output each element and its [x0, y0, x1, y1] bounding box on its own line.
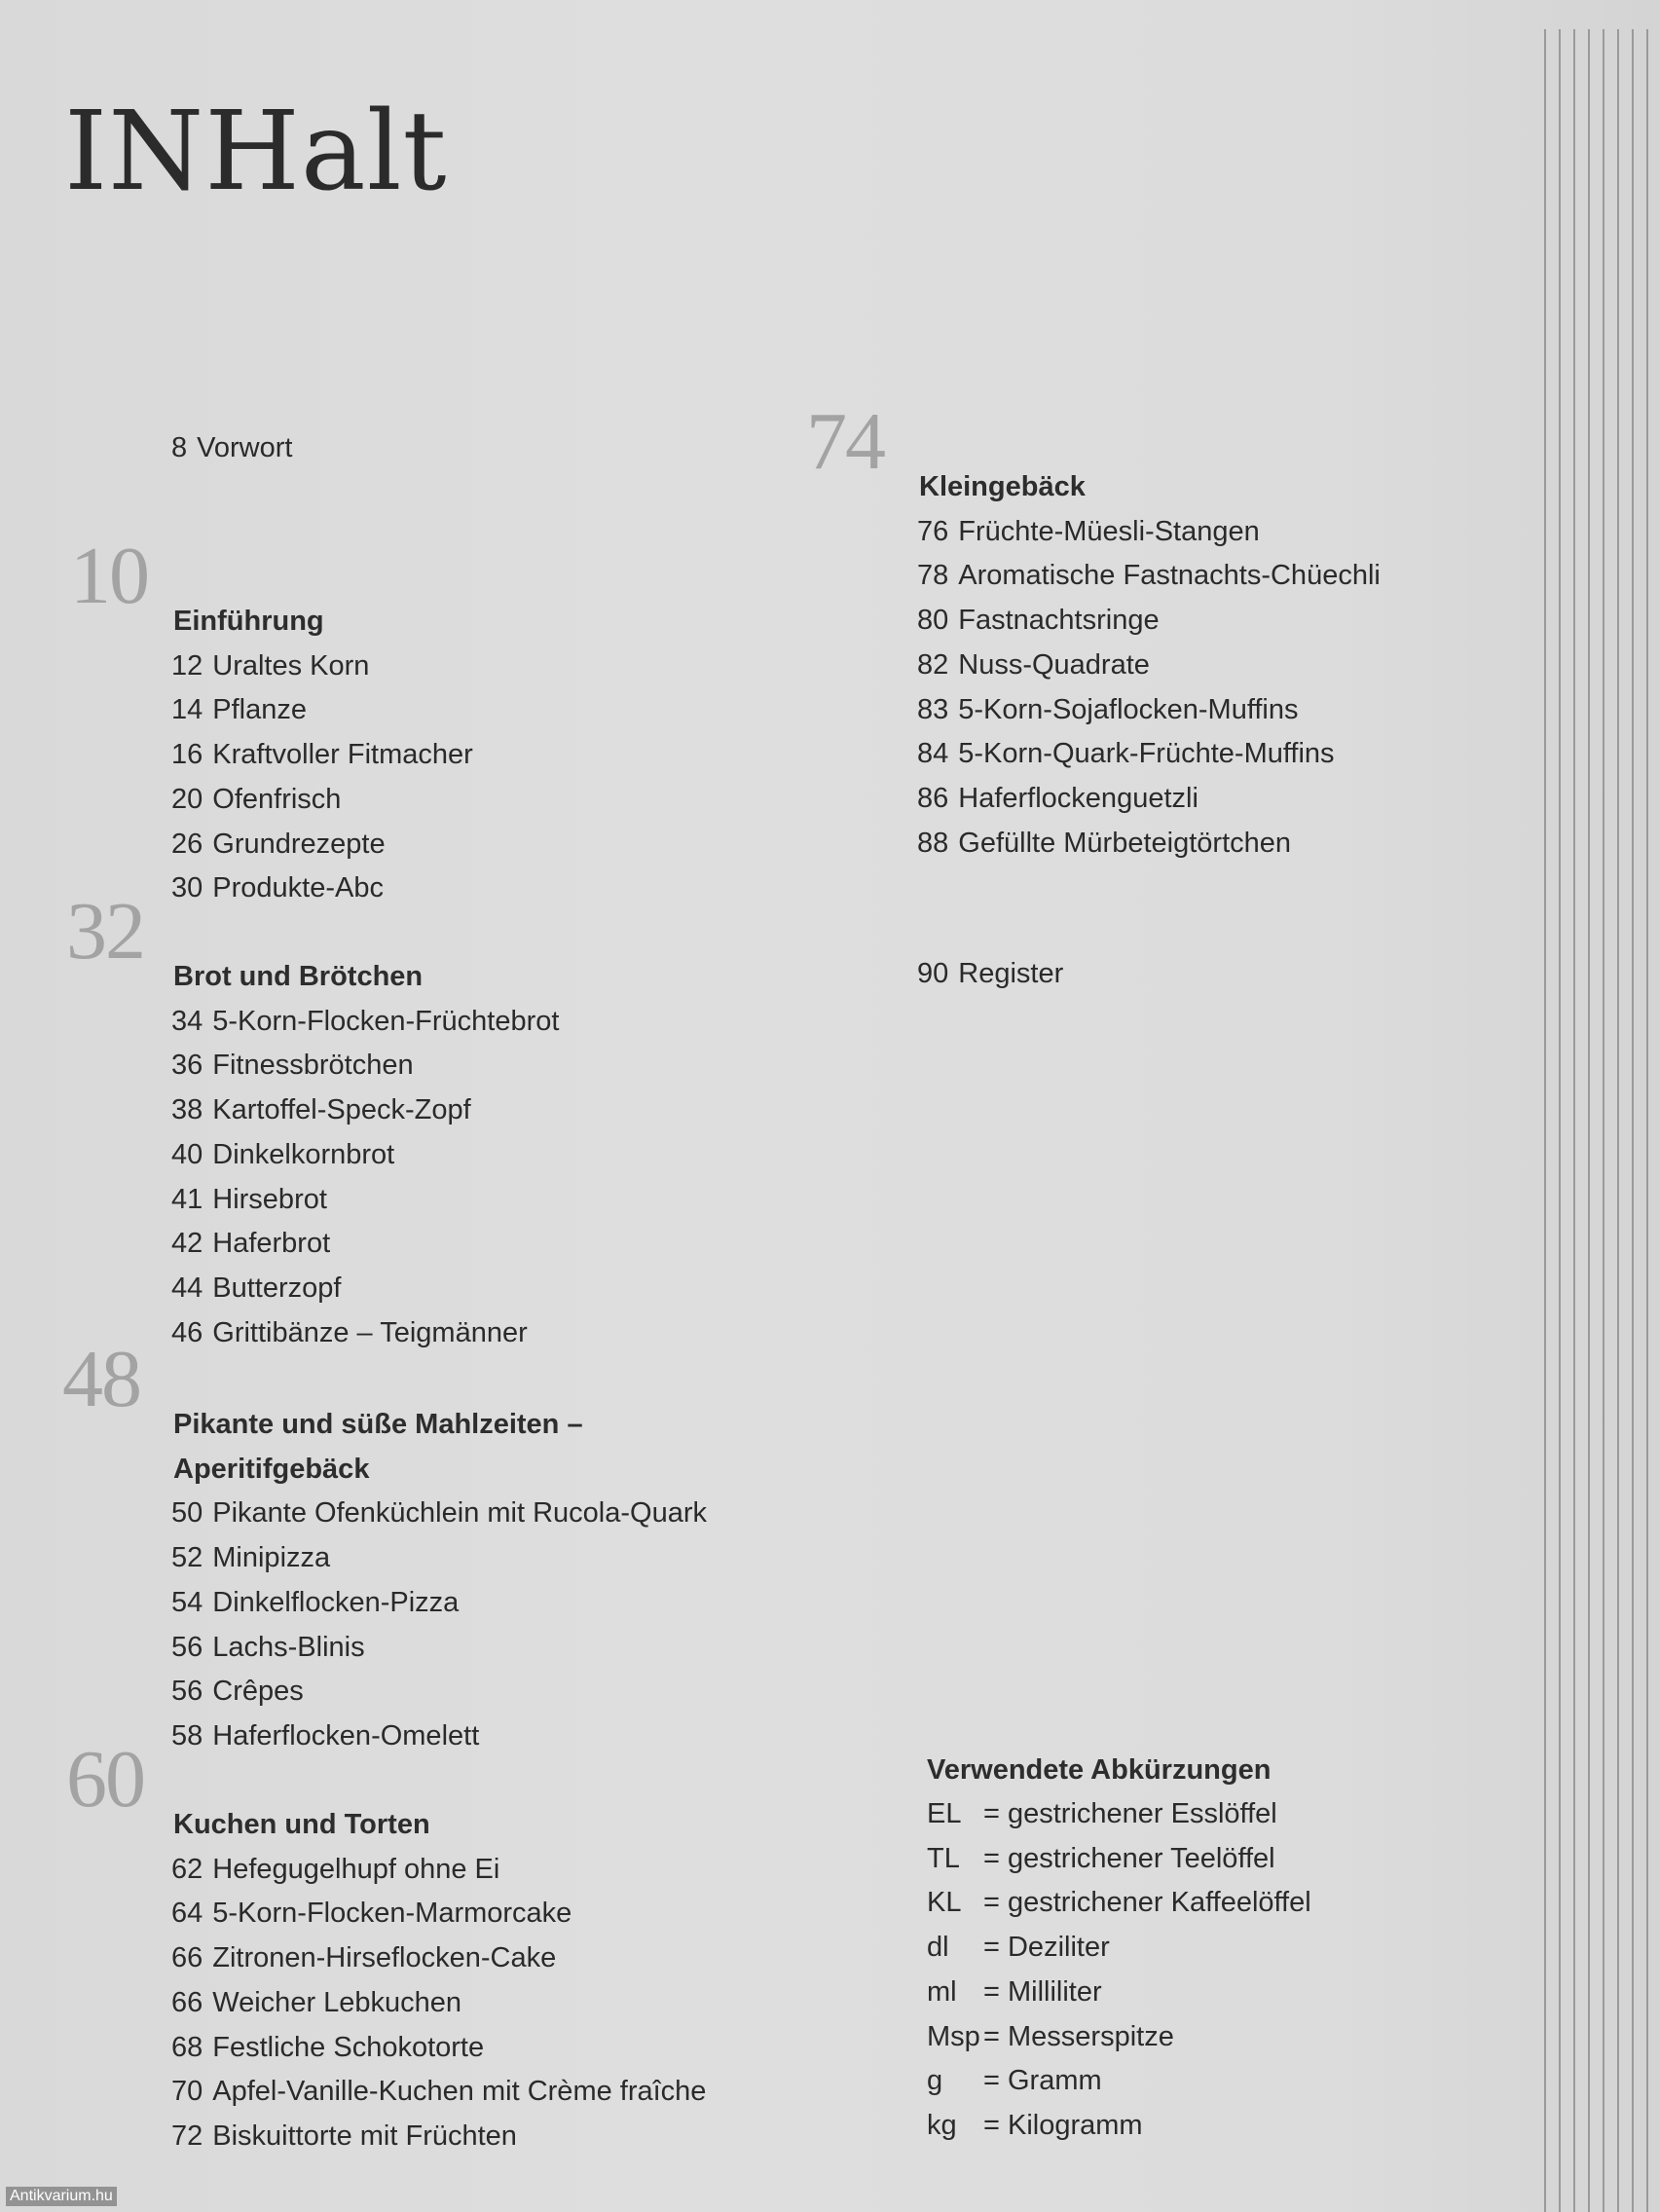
- abbreviation-row: [927, 1932, 1110, 1964]
- toc-page-number: 72: [171, 2120, 203, 2152]
- toc-entry[interactable]: [171, 1000, 559, 1045]
- toc-entry-label: Pikante Ofenküchlein mit Rucola-Quark: [212, 1497, 707, 1530]
- toc-page-number: 58: [171, 1719, 203, 1751]
- toc-page-number: 78: [917, 560, 949, 592]
- toc-page-number: 82: [917, 648, 949, 681]
- toc-entry[interactable]: [171, 1267, 341, 1311]
- toc-entry[interactable]: [171, 688, 307, 733]
- toc-entry[interactable]: [171, 778, 341, 823]
- toc-entry[interactable]: [917, 732, 1335, 777]
- toc-entry[interactable]: [917, 510, 1260, 555]
- toc-entry-label: Dinkelkornbrot: [212, 1138, 395, 1170]
- abbreviation-key: dl: [927, 1932, 949, 1964]
- toc-entry-label: 5-Korn-Flocken-Marmorcake: [212, 1898, 572, 1930]
- toc-entry[interactable]: [917, 822, 1291, 866]
- toc-entry[interactable]: [171, 733, 473, 778]
- toc-entry[interactable]: [171, 1311, 528, 1356]
- abbreviation-row: [927, 1976, 1102, 2009]
- toc-entry[interactable]: [171, 1492, 707, 1536]
- toc-entry[interactable]: [171, 866, 384, 911]
- toc-entry[interactable]: [171, 1133, 394, 1178]
- toc-page-number: 41: [171, 1183, 203, 1215]
- abbreviation-meaning: = Messerspitze: [983, 2020, 1174, 2052]
- abbreviation-key: kg: [927, 2109, 957, 2141]
- toc-entry-label: Kartoffel-Speck-Zopf: [212, 1094, 471, 1126]
- abbreviation-key: Msp: [927, 2020, 980, 2052]
- toc-entry-label: Ofenfrisch: [212, 783, 342, 815]
- toc-entry-label: Minipizza: [212, 1542, 331, 1574]
- toc-entry-label: Grittibänze – Teigmänner: [212, 1316, 528, 1348]
- toc-entry-label: Fastnachtsringe: [958, 605, 1160, 637]
- abbreviation-meaning: = gestrichener Esslöffel: [983, 1798, 1277, 1829]
- toc-page-number: 42: [171, 1228, 203, 1260]
- abbreviation-meaning: = Kilogramm: [983, 2109, 1143, 2141]
- toc-page-number: 90: [917, 958, 949, 989]
- toc-page-number: 64: [171, 1898, 203, 1930]
- toc-entry-label: Zitronen-Hirseflocken-Cake: [212, 1942, 557, 1974]
- abbreviation-row: [927, 1887, 1311, 1919]
- abbreviation-key: ml: [927, 1975, 957, 2008]
- toc-entry-label: Weicher Lebkuchen: [212, 1986, 462, 2018]
- toc-page-number: 40: [171, 1138, 203, 1170]
- toc-entry-label: Register: [958, 958, 1064, 989]
- toc-entry[interactable]: [917, 644, 1150, 688]
- toc-entry-label: Nuss-Quadrate: [958, 648, 1150, 681]
- toc-entry[interactable]: [171, 1936, 556, 1981]
- toc-entry[interactable]: [917, 952, 1063, 997]
- toc-entry-label: Lachs-Blinis: [212, 1631, 365, 1663]
- toc-page-number: 26: [171, 828, 203, 860]
- toc-entry-label: 5-Korn-Flocken-Früchtebrot: [212, 1005, 560, 1037]
- abbreviation-meaning: = gestrichener Teelöffel: [983, 1842, 1275, 1874]
- toc-page-number: 16: [171, 739, 203, 771]
- abbreviation-meaning: = gestrichener Kaffeelöffel: [983, 1887, 1311, 1919]
- toc-entry-label: 5-Korn-Quark-Früchte-Muffins: [958, 738, 1335, 770]
- toc-entry[interactable]: [171, 1088, 471, 1133]
- decorative-vertical-lines: [1544, 29, 1659, 2212]
- toc-page-number: 8: [171, 432, 188, 463]
- toc-entry-label: Pflanze: [212, 694, 307, 726]
- section-title: Pikante und süße Mahlzeiten –: [173, 1409, 583, 1440]
- toc-page-number: 66: [171, 1986, 203, 2018]
- toc-page-number: 34: [171, 1005, 203, 1037]
- toc-entry-label: Biskuittorte mit Früchten: [212, 2120, 517, 2152]
- toc-entry[interactable]: [171, 1626, 365, 1671]
- section-title: Brot und Brötchen: [173, 961, 424, 992]
- toc-page-number: 44: [171, 1272, 203, 1304]
- toc-page-number: 83: [917, 693, 949, 725]
- toc-entry-label: Crêpes: [212, 1676, 304, 1708]
- toc-page-number: 12: [171, 649, 203, 682]
- toc-page-number: 56: [171, 1676, 203, 1708]
- toc-page-number: 56: [171, 1631, 203, 1663]
- toc-entry-label: Vorwort: [197, 432, 293, 463]
- toc-entry[interactable]: [171, 1714, 479, 1759]
- abbreviation-key: g: [927, 2065, 943, 2097]
- abbreviation-row: [927, 1798, 1277, 1830]
- toc-entry-label: Fitnessbrötchen: [212, 1050, 414, 1082]
- toc-entry-label: Festliche Schokotorte: [212, 2031, 485, 2063]
- toc-page-number: 86: [917, 782, 949, 814]
- toc-entry[interactable]: [171, 2115, 517, 2159]
- watermark: Antikvarium.hu: [6, 2187, 117, 2206]
- abbreviation-row: [927, 1843, 1275, 1875]
- toc-entry-label: Haferbrot: [212, 1228, 331, 1260]
- toc-entry-label: Kraftvoller Fitmacher: [212, 739, 473, 771]
- toc-entry-label: Aromatische Fastnachts-Chüechli: [958, 560, 1381, 592]
- toc-page-number: 46: [171, 1316, 203, 1348]
- abbreviation-row: [927, 2021, 1174, 2053]
- toc-page-number: 68: [171, 2031, 203, 2063]
- toc-entry-label: Apfel-Vanille-Kuchen mit Crème fraîche: [212, 2076, 707, 2108]
- toc-entry[interactable]: [917, 554, 1381, 599]
- abbreviations-title: Verwendete Abkürzungen: [927, 1754, 1272, 1786]
- toc-entry-label: Butterzopf: [212, 1272, 342, 1304]
- toc-entry-label: Haferflocken-Omelett: [212, 1719, 480, 1751]
- section-number: 60: [66, 1734, 144, 1825]
- toc-entry[interactable]: [171, 1178, 327, 1223]
- toc-entry[interactable]: [171, 2026, 484, 2071]
- abbreviation-meaning: = Milliliter: [983, 1975, 1102, 2008]
- abbreviation-key: KL: [927, 1887, 962, 1919]
- section-number: 74: [806, 396, 884, 487]
- toc-page-number: 66: [171, 1942, 203, 1974]
- toc-page-number: 80: [917, 605, 949, 637]
- toc-entry[interactable]: [171, 1581, 459, 1626]
- toc-page-number: 14: [171, 694, 203, 726]
- toc-entry[interactable]: [171, 1044, 414, 1088]
- page-title: INHalt: [64, 89, 448, 215]
- toc-page-number: 20: [171, 783, 203, 815]
- toc-entry-label: 5-Korn-Sojaflocken-Muffins: [958, 693, 1299, 725]
- abbreviation-meaning: = Deziliter: [983, 1932, 1110, 1964]
- toc-page-number: 70: [171, 2076, 203, 2108]
- toc-page-number: 54: [171, 1586, 203, 1618]
- toc-entry[interactable]: [171, 1222, 330, 1267]
- toc-page-number: 52: [171, 1542, 203, 1574]
- toc-entry-label: Früchte-Müesli-Stangen: [958, 515, 1260, 547]
- toc-page-number: 88: [917, 827, 949, 859]
- toc-page-number: 36: [171, 1050, 203, 1082]
- toc-entry[interactable]: [171, 426, 292, 471]
- abbreviation-row: [927, 2065, 1102, 2097]
- abbreviation-meaning: = Gramm: [983, 2065, 1102, 2097]
- toc-entry[interactable]: [171, 2070, 706, 2115]
- toc-entry[interactable]: [171, 1892, 571, 1936]
- toc-entry[interactable]: [171, 645, 369, 689]
- section-title: Einführung: [173, 606, 324, 637]
- toc-entry-label: Hirsebrot: [212, 1183, 327, 1215]
- toc-entry[interactable]: [171, 1848, 499, 1893]
- toc-page-number: 76: [917, 515, 949, 547]
- toc-entry[interactable]: [917, 688, 1299, 733]
- toc-entry-label: Grundrezepte: [212, 828, 386, 860]
- toc-entry[interactable]: [917, 599, 1160, 644]
- toc-entry[interactable]: [171, 1670, 304, 1714]
- section-title: Kuchen und Torten: [173, 1809, 430, 1840]
- abbreviation-key: TL: [927, 1842, 960, 1874]
- toc-entry-label: Dinkelflocken-Pizza: [212, 1586, 460, 1618]
- toc-entry-label: Gefüllte Mürbeteigtörtchen: [958, 827, 1292, 859]
- toc-entry[interactable]: [917, 777, 1198, 822]
- toc-entry-label: Hefegugelhupf ohne Ei: [212, 1853, 500, 1885]
- toc-page-number: 30: [171, 872, 203, 904]
- toc-page-number: 38: [171, 1094, 203, 1126]
- toc-page-number: 84: [917, 738, 949, 770]
- abbreviation-key: EL: [927, 1798, 962, 1829]
- abbreviation-row: [927, 2110, 1143, 2142]
- toc-entry[interactable]: [171, 823, 386, 867]
- toc-entry-label: Haferflockenguetzli: [958, 782, 1198, 814]
- toc-page-number: 50: [171, 1497, 203, 1530]
- section-number: 48: [62, 1334, 140, 1424]
- section-number: 10: [70, 531, 148, 621]
- toc-entry-label: Uraltes Korn: [212, 649, 370, 682]
- toc-entry[interactable]: [171, 1536, 330, 1581]
- section-number: 32: [66, 886, 144, 977]
- section-title: Kleingebäck: [919, 471, 1086, 502]
- toc-entry[interactable]: [171, 1981, 461, 2026]
- toc-entry-label: Produkte-Abc: [212, 872, 384, 904]
- toc-page-number: 62: [171, 1853, 203, 1885]
- section-title-continued: Aperitifgebäck: [173, 1453, 370, 1485]
